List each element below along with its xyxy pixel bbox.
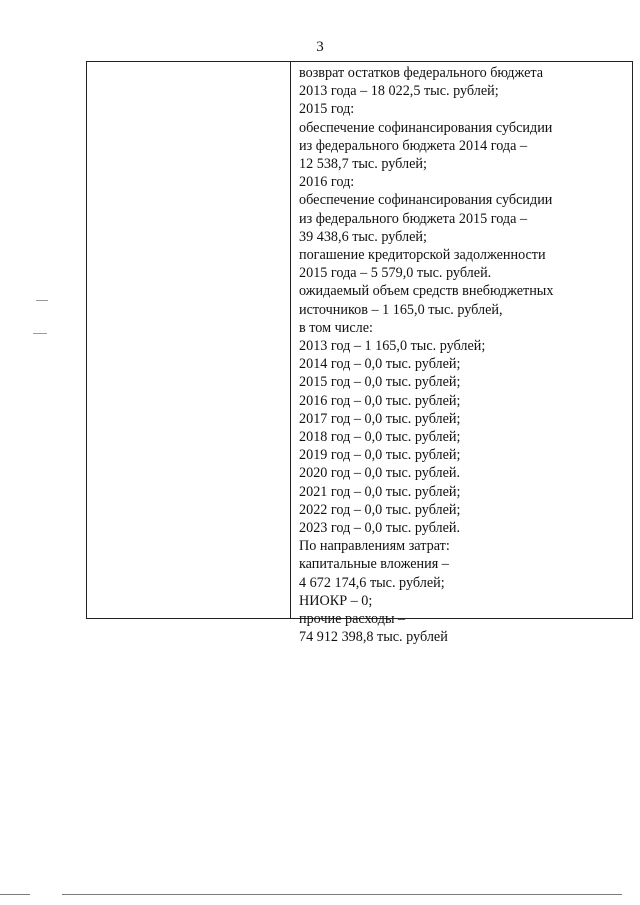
table-text-line: обеспечение софинансирования субсидии (299, 192, 553, 209)
document-table (86, 61, 633, 646)
bottom-scan-line (62, 894, 622, 895)
table-text-line: 2020 год – 0,0 тыс. рублей. (299, 465, 461, 482)
table-text-line: По направлениям затрат: (299, 538, 450, 555)
table-text-line: капитальные вложения – (299, 556, 449, 573)
table-text-line: 2013 год – 1 165,0 тыс. рублей; (299, 338, 486, 355)
table-text-line: прочие расходы – (299, 611, 406, 628)
table-text-line: в том числе: (299, 319, 373, 336)
table-text-line: возврат остатков федерального бюджета (299, 65, 544, 81)
table-text-line: 39 438,6 тыс. рублей; (299, 228, 427, 245)
table-text-line: источников – 1 165,0 тыс. рублей, (299, 301, 503, 318)
table-text-line: 12 538,7 тыс. рублей; (299, 156, 427, 173)
scan-mark (36, 300, 48, 301)
table-text-line: 2014 год – 0,0 тыс. рублей; (299, 356, 461, 373)
table-text-line: из федерального бюджета 2014 года – (299, 137, 528, 154)
table-text-line: 2013 года – 18 022,5 тыс. рублей; (299, 83, 499, 100)
table-text-line: 74 912 398,8 тыс. рублей (299, 629, 448, 646)
table-text-line: 2016 год – 0,0 тыс. рублей; (299, 392, 461, 409)
page-number: 3 (316, 39, 324, 55)
table-text-line: 2022 год – 0,0 тыс. рублей; (299, 501, 461, 518)
table-text-line: 2021 год – 0,0 тыс. рублей; (299, 483, 461, 500)
table-text-line: 2023 год – 0,0 тыс. рублей. (299, 520, 461, 537)
bottom-scan-line (0, 894, 30, 895)
table-text-line: 2016 год: (299, 174, 355, 191)
table-text-line: 2015 года – 5 579,0 тыс. рублей. (299, 265, 492, 282)
table-text-line: обеспечение софинансирования субсидии (299, 119, 553, 136)
table-text-line: погашение кредиторской задолженности (299, 247, 546, 264)
table-text-line: из федерального бюджета 2015 года – (299, 210, 528, 227)
table-text-line: 2019 год – 0,0 тыс. рублей; (299, 447, 461, 464)
table-text-line: 2015 год – 0,0 тыс. рублей; (299, 374, 461, 391)
table-text-line: 2015 год: (299, 101, 355, 118)
table-text-line: ожидаемый объем средств внебюджетных (299, 283, 554, 300)
table-right-column (291, 62, 632, 646)
table-text-line: 4 672 174,6 тыс. рублей; (299, 574, 445, 591)
table-text-line: 2017 год – 0,0 тыс. рублей; (299, 410, 461, 427)
scan-mark (33, 333, 47, 334)
table-left-column (87, 62, 291, 618)
table-text-line: 2018 год – 0,0 тыс. рублей; (299, 429, 461, 446)
table-text-line: НИОКР – 0; (299, 592, 373, 609)
